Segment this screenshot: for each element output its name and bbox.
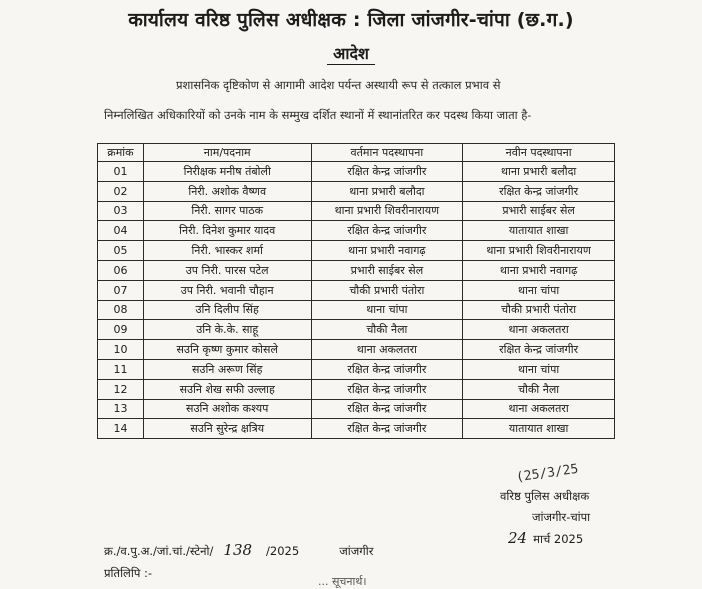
- table-header-row: [98, 144, 615, 162]
- table-row: [98, 340, 615, 360]
- name-cell: निरी. भास्कर शर्मा: [143, 241, 311, 261]
- header-current-posting: वर्तमान पदस्थापना: [311, 144, 463, 162]
- table-row: [98, 181, 615, 201]
- new-posting-cell: थाना अकलतरा: [463, 320, 615, 340]
- table-row: [98, 221, 615, 241]
- reference-line: [104, 541, 373, 559]
- current-posting-cell: थाना प्रभारी शिवरीनारायण: [311, 201, 463, 221]
- header-new-posting: नवीन पदस्थापना: [463, 144, 615, 162]
- reference-prefix: क्र./व.पु.अ./जां.चां./स्टेनो/: [104, 544, 214, 558]
- serial-cell: 08: [98, 300, 144, 320]
- table-row: [98, 162, 615, 182]
- name-cell: उप निरी. पारस पटेल: [143, 260, 311, 280]
- serial-cell: 13: [98, 399, 144, 419]
- table-row: [98, 399, 615, 419]
- table-row: [98, 201, 615, 221]
- table-row: [98, 379, 615, 399]
- order-text-line-1: प्रशासनिक दृष्टिकोण से आगामी आदेश पर्यन्त अस्थायी रूप से तत्काल प्रभाव से: [176, 78, 501, 92]
- new-posting-cell: प्रभारी साईबर सेल: [463, 201, 615, 221]
- table-row: [98, 260, 615, 280]
- new-posting-cell: चौकी प्रभारी पंतोरा: [463, 300, 615, 320]
- name-cell: उनि दिलीप सिंह: [143, 300, 311, 320]
- name-cell: उप निरी. भवानी चौहान: [143, 280, 311, 300]
- name-cell: उनि के.के. साहू: [143, 320, 311, 340]
- name-cell: निरी. दिनेश कुमार यादव: [143, 221, 311, 241]
- serial-cell: 05: [98, 241, 144, 261]
- table-row: [98, 419, 615, 439]
- header-name: नाम/पदनाम: [143, 144, 311, 162]
- current-posting-cell: रक्षित केन्द्र जांजगीर: [311, 399, 463, 419]
- serial-cell: 07: [98, 280, 144, 300]
- serial-cell: 10: [98, 340, 144, 360]
- name-cell: निरी. सागर पाठक: [143, 201, 311, 221]
- serial-cell: 02: [98, 181, 144, 201]
- serial-cell: 04: [98, 221, 144, 241]
- handwritten-signature-mark: (25/3/25: [515, 461, 580, 486]
- table-row: [98, 300, 615, 320]
- current-posting-cell: प्रभारी साईबर सेल: [311, 260, 463, 280]
- new-posting-cell: यातायात शाखा: [463, 419, 615, 439]
- table-row: [98, 241, 615, 261]
- current-posting-cell: रक्षित केन्द्र जांजगीर: [311, 419, 463, 439]
- signature-month-year: मार्च 2025: [533, 532, 584, 546]
- serial-cell: 11: [98, 359, 144, 379]
- signature-date: [508, 529, 583, 547]
- reference-number: 138: [223, 541, 253, 559]
- new-posting-cell: थाना प्रभारी नवागढ़: [463, 260, 615, 280]
- name-cell: सउनि सुरेन्द्र क्षत्रिय: [143, 419, 311, 439]
- signature-day: 24: [508, 529, 528, 547]
- current-posting-cell: थाना प्रभारी बलौदा: [311, 181, 463, 201]
- table-row: [98, 359, 615, 379]
- name-cell: निरी. अशोक वैष्णव: [143, 181, 311, 201]
- serial-cell: 09: [98, 320, 144, 340]
- current-posting-cell: रक्षित केन्द्र जांजगीर: [311, 162, 463, 182]
- new-posting-cell: थाना प्रभारी बलौदा: [463, 162, 615, 182]
- name-cell: सउनि शेख सफी उल्लाह: [143, 379, 311, 399]
- new-posting-cell: थाना प्रभारी शिवरीनारायण: [463, 241, 615, 261]
- office-title: कार्यालय वरिष्ठ पुलिस अधीक्षक : जिला जांजगीर-चांपा (छ.ग.): [128, 9, 574, 31]
- name-cell: सउनि कृष्ण कुमार कोसले: [143, 340, 311, 360]
- transfer-table: [97, 143, 615, 439]
- new-posting-cell: थाना चांपा: [463, 359, 615, 379]
- new-posting-cell: रक्षित केन्द्र जांजगीर: [463, 340, 615, 360]
- table-row: [98, 280, 615, 300]
- new-posting-cell: यातायात शाखा: [463, 221, 615, 241]
- order-heading-text: आदेश: [327, 44, 375, 65]
- current-posting-cell: रक्षित केन्द्र जांजगीर: [311, 379, 463, 399]
- serial-cell: 06: [98, 260, 144, 280]
- serial-cell: 01: [98, 162, 144, 182]
- order-heading: [0, 42, 702, 64]
- current-posting-cell: रक्षित केन्द्र जांजगीर: [311, 359, 463, 379]
- current-posting-cell: चौकी प्रभारी पंतोरा: [311, 280, 463, 300]
- name-cell: सउनि अरूण सिंह: [143, 359, 311, 379]
- new-posting-cell: थाना अकलतरा: [463, 399, 615, 419]
- order-text-line-2: निम्नलिखित अधिकारियों को उनके नाम के सम्मुख दर्शित स्थानों में स्थानांतरित कर पदस्थ किया जाता है-: [104, 108, 532, 122]
- signatory-place: जांजगीर-चांपा: [532, 510, 591, 524]
- new-posting-cell: रक्षित केन्द्र जांजगीर: [463, 181, 615, 201]
- signatory-title: वरिष्ठ पुलिस अधीक्षक: [500, 489, 590, 503]
- copy-partial-line: ... सूचनार्थ।: [318, 575, 367, 588]
- serial-cell: 12: [98, 379, 144, 399]
- new-posting-cell: चौकी नैला: [463, 379, 615, 399]
- current-posting-cell: थाना प्रभारी नवागढ़: [311, 241, 463, 261]
- serial-cell: 14: [98, 419, 144, 439]
- current-posting-cell: थाना अकलतरा: [311, 340, 463, 360]
- serial-cell: 03: [98, 201, 144, 221]
- current-posting-cell: थाना चांपा: [311, 300, 463, 320]
- current-posting-cell: चौकी नैला: [311, 320, 463, 340]
- current-posting-cell: रक्षित केन्द्र जांजगीर: [311, 221, 463, 241]
- new-posting-cell: थाना चांपा: [463, 280, 615, 300]
- table-row: [98, 320, 615, 340]
- reference-place: जांजगीर: [339, 544, 374, 558]
- reference-year: /2025: [266, 544, 300, 558]
- name-cell: सउनि अशोक कश्यप: [143, 399, 311, 419]
- name-cell: निरीक्षक मनीष तंबोली: [143, 162, 311, 182]
- copy-label: प्रतिलिपि :-: [104, 566, 153, 580]
- header-serial: क्रमांक: [98, 144, 144, 162]
